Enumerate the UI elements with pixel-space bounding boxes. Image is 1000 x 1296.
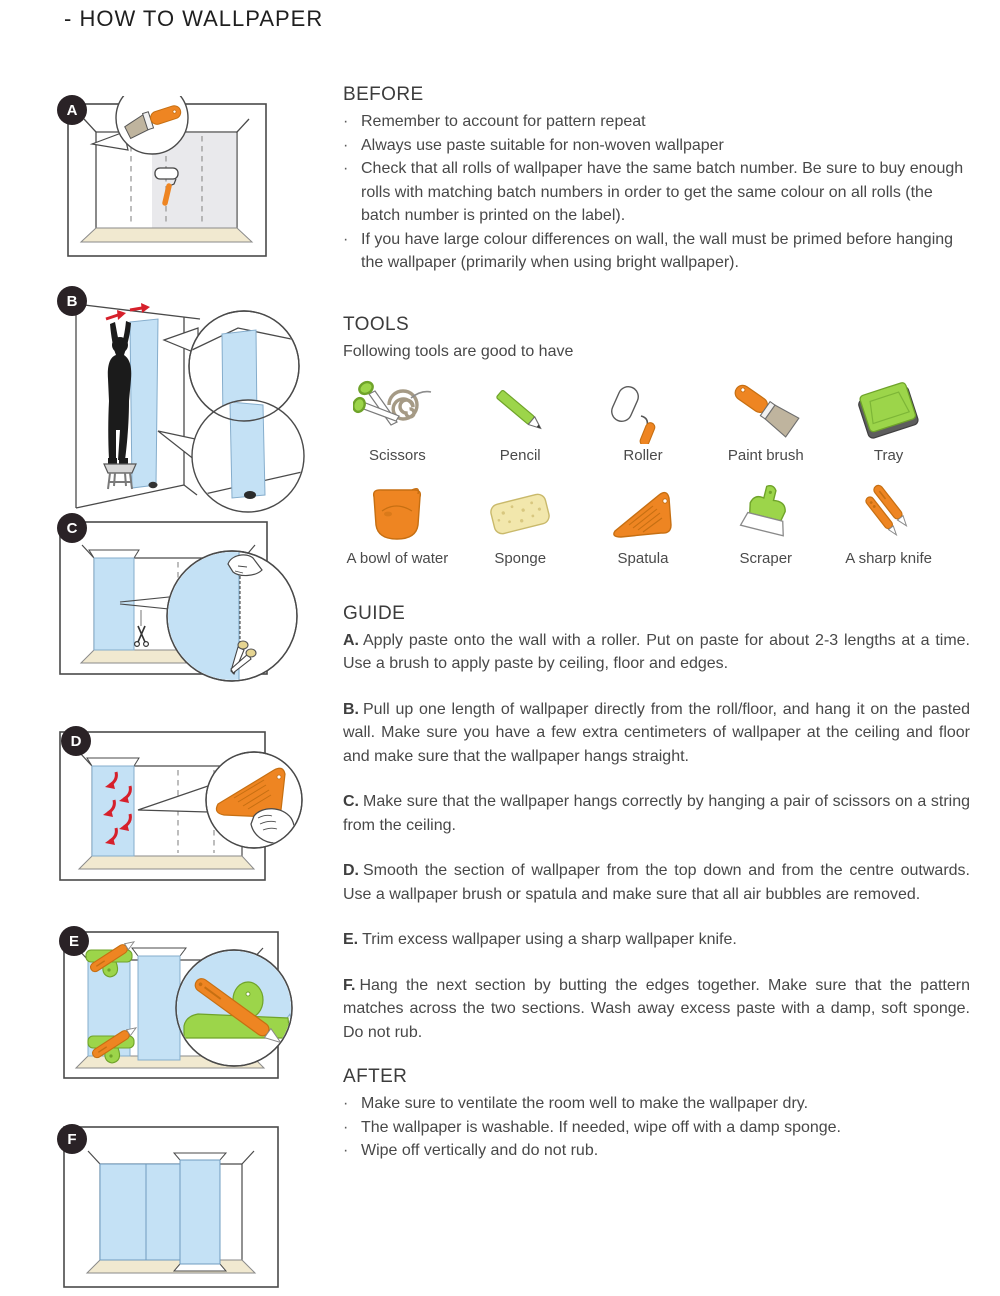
list-item	[343, 1116, 970, 1140]
tool-label: Tray	[873, 446, 904, 464]
step-a-illustration	[66, 96, 271, 267]
paint-brush-icon	[711, 377, 820, 445]
tool-label: Paint brush	[727, 446, 804, 464]
before-heading: BEFORE	[343, 84, 424, 105]
guide-letter: D.	[343, 862, 359, 879]
after-item-text: The wallpaper is washable. If needed, wipe off with a damp sponge.	[361, 1118, 841, 1136]
before-item-text: Always use paste suitable for non-woven wallpaper	[361, 136, 724, 154]
after-heading: AFTER	[343, 1066, 408, 1087]
before-list	[343, 110, 970, 275]
page-title: - HOW TO WALLPAPER	[64, 6, 324, 31]
tool-label: Scissors	[369, 446, 426, 464]
tool-paint-brush	[711, 377, 820, 464]
after-list	[343, 1092, 970, 1163]
tool-bowl-of-water	[343, 480, 452, 567]
tools-grid	[343, 377, 943, 567]
before-item-text: If you have large colour differences on wall, the wall must be primed before hanging the wallpaper (primarily when using bright wallpaper).	[361, 230, 954, 271]
guide-text: Trim excess wallpaper using a sharp wallpaper knife.	[362, 931, 737, 948]
tool-pencil	[466, 377, 575, 464]
guide-step-e	[343, 928, 970, 952]
tray-icon	[834, 377, 943, 445]
guide-letter: C.	[343, 793, 359, 810]
guide-section	[343, 603, 970, 1045]
pencil-icon	[466, 377, 575, 445]
before-section	[343, 84, 970, 275]
list-item	[343, 134, 970, 158]
before-item-text: Remember to account for pattern repeat	[361, 113, 646, 130]
tool-scissors	[343, 377, 452, 464]
step-stool	[104, 464, 136, 489]
after-section	[343, 1066, 970, 1163]
sponge-icon	[466, 480, 575, 548]
step-a-badge: A	[57, 95, 87, 125]
guide-letter: B.	[343, 700, 359, 718]
tool-scraper	[711, 480, 820, 567]
bullet-glyph: ·	[343, 1095, 349, 1112]
step-e-illustration	[62, 926, 302, 1091]
guide-text: Apply paste onto the wall with a roller. Put on paste for about 2-3 lengths at a time. Use a brush to apply paste by ceiling, floor and edges.	[343, 631, 970, 672]
guide-text: Smooth the section of wallpaper from the top down and from the centre outwards. Use a wallpaper brush or spatula and make sure that all air bubbles are removed.	[343, 862, 970, 903]
tool-label: A sharp knife	[845, 549, 932, 567]
tool-spatula	[589, 480, 698, 567]
step-e-badge: E	[59, 926, 89, 956]
bullet-glyph: ·	[343, 136, 349, 154]
bullet-glyph: ·	[343, 230, 349, 248]
guide-letter: E.	[343, 931, 359, 948]
bullet-glyph: ·	[343, 113, 349, 130]
guide-letter: F.	[343, 976, 356, 994]
tool-label: Sponge	[494, 549, 547, 567]
step-d-badge: D	[61, 726, 91, 756]
guide-text: Pull up one length of wallpaper directly from the roll/floor, and hang it on the pasted wall. Make sure you have a few extra centimeters of wallpaper at the ceiling and floor and make sure that the wallpaper hangs straight.	[343, 700, 970, 765]
step-c-illustration	[58, 514, 303, 701]
step-d-illustration	[58, 728, 303, 893]
list-item	[343, 1139, 970, 1163]
scraper-icon	[711, 480, 820, 548]
guide-step-a	[343, 629, 970, 676]
tool-label: A bowl of water	[346, 549, 449, 567]
bullet-glyph: ·	[343, 1142, 349, 1159]
guide-text: Hang the next section by butting the edges together. Make sure that the pattern matches across the two sections. Wash away excess paste with a damp, soft sponge. Do not rub.	[343, 976, 970, 1041]
tool-tray	[834, 377, 943, 464]
list-item	[343, 157, 970, 228]
sharp-knife-icon	[834, 480, 943, 548]
step-b-badge: B	[57, 286, 87, 316]
tool-label: Roller	[623, 446, 663, 464]
spatula-icon	[589, 480, 698, 548]
scissors-icon	[343, 377, 452, 445]
list-item	[343, 228, 970, 275]
guide-text: Make sure that the wallpaper hangs correctly by hanging a pair of scissors on a string from the ceiling.	[343, 793, 970, 834]
bullet-glyph: ·	[343, 1118, 349, 1136]
instructions-column	[343, 84, 970, 1163]
tools-subheading: Following tools are good to have	[343, 342, 574, 360]
bullet-glyph: ·	[343, 160, 349, 177]
tool-sharp-knife	[834, 480, 943, 567]
after-item-text: Make sure to ventilate the room well to make the wallpaper dry.	[361, 1095, 809, 1112]
push-up-arrows-icon	[106, 303, 150, 320]
tool-sponge	[466, 480, 575, 567]
guide-step-d	[343, 859, 970, 906]
tool-roller	[589, 377, 698, 464]
guide-step-c	[343, 790, 970, 837]
guide-heading: GUIDE	[343, 602, 406, 624]
before-item-text: Check that all rolls of wallpaper have the same batch number. Be sure to buy enough rolls with matching batch numbers in order to get the same colour on all rolls (the batch number is printed on the label).	[361, 160, 964, 224]
after-item-text: Wipe off vertically and do not rub.	[361, 1142, 599, 1159]
list-item	[343, 110, 970, 134]
roller-icon	[589, 377, 698, 445]
tool-label: Scraper	[739, 549, 793, 567]
tools-heading: TOOLS	[343, 313, 410, 335]
bowl-of-water-icon	[343, 480, 452, 548]
step-b-illustration	[66, 288, 306, 521]
step-f-badge: F	[57, 1124, 87, 1154]
tool-label: Spatula	[617, 549, 669, 567]
step-c-badge: C	[57, 513, 87, 543]
guide-step-b	[343, 698, 970, 769]
list-item	[343, 1092, 970, 1116]
tool-label: Pencil	[499, 446, 541, 464]
person-silhouette	[108, 321, 131, 464]
step-f-illustration	[62, 1124, 282, 1296]
guide-letter: A.	[343, 631, 359, 649]
guide-step-f	[343, 974, 970, 1045]
tools-section	[343, 314, 970, 567]
